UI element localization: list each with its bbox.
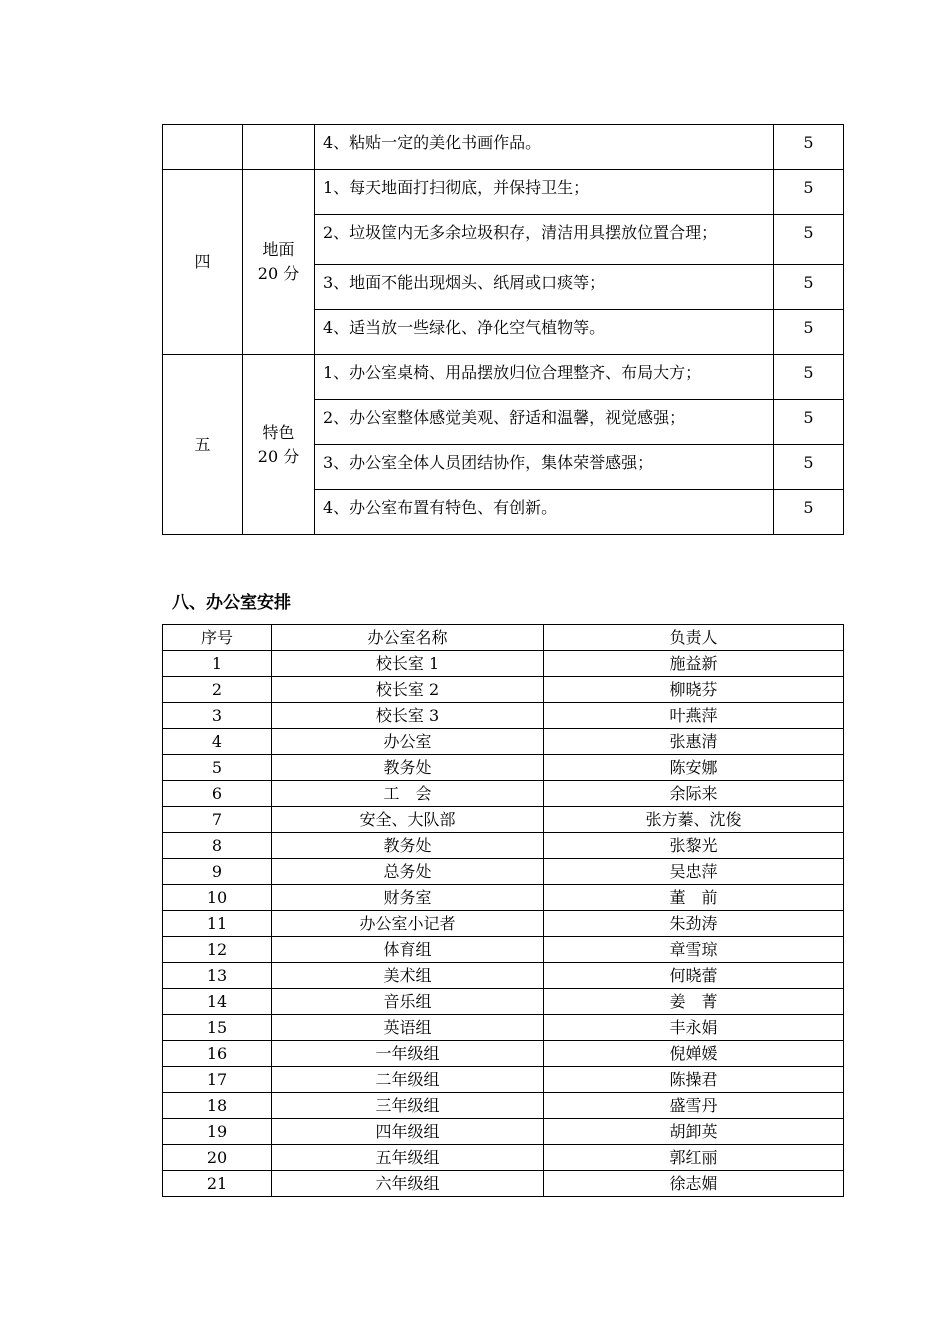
row-number-cell: 5 <box>163 755 272 781</box>
section-title: 八、办公室安排 <box>172 593 291 613</box>
office-table-row <box>163 1171 844 1197</box>
person-in-charge-cell: 胡卸英 <box>544 1119 844 1145</box>
row-number-cell: 13 <box>163 963 272 989</box>
score-cell: 5 <box>774 265 844 310</box>
score-table-body <box>163 125 844 535</box>
office-name-cell: 校长室 1 <box>272 651 544 677</box>
office-table-row <box>163 885 844 911</box>
office-name-cell: 美术组 <box>272 963 544 989</box>
person-in-charge-cell: 朱劲涛 <box>544 911 844 937</box>
row-number-cell: 6 <box>163 781 272 807</box>
person-in-charge-cell: 董 前 <box>544 885 844 911</box>
person-in-charge-cell: 吴忠萍 <box>544 859 844 885</box>
row-number-cell: 10 <box>163 885 272 911</box>
office-table-row <box>163 833 844 859</box>
office-name-cell: 校长室 3 <box>272 703 544 729</box>
row-number-cell: 3 <box>163 703 272 729</box>
score-cell: 5 <box>774 125 844 170</box>
group-number-cell: 四 <box>163 170 243 355</box>
score-cell: 5 <box>774 310 844 355</box>
row-number-cell: 7 <box>163 807 272 833</box>
office-name-cell: 音乐组 <box>272 989 544 1015</box>
office-table-body <box>163 651 844 1197</box>
office-name-cell: 教务处 <box>272 833 544 859</box>
office-table <box>162 624 844 1197</box>
group-number-cell <box>163 125 243 170</box>
criterion-cell: 3、地面不能出现烟头、纸屑或口痰等； <box>315 265 774 310</box>
score-table <box>162 124 844 535</box>
person-in-charge-cell: 徐志媚 <box>544 1171 844 1197</box>
score-row <box>163 125 844 170</box>
row-number-cell: 1 <box>163 651 272 677</box>
office-table-row <box>163 677 844 703</box>
office-name-cell: 办公室小记者 <box>272 911 544 937</box>
score-cell: 5 <box>774 445 844 490</box>
row-number-cell: 2 <box>163 677 272 703</box>
person-in-charge-cell: 盛雪丹 <box>544 1093 844 1119</box>
office-table-header-row <box>163 625 844 651</box>
row-number-cell: 21 <box>163 1171 272 1197</box>
criterion-cell: 2、垃圾筐内无多余垃圾积存，清洁用具摆放位置合理； <box>315 215 774 265</box>
office-table-row <box>163 729 844 755</box>
person-in-charge-cell: 姜 菁 <box>544 989 844 1015</box>
office-table-row <box>163 1067 844 1093</box>
person-in-charge-cell: 陈操君 <box>544 1067 844 1093</box>
row-number-cell: 18 <box>163 1093 272 1119</box>
person-in-charge-cell: 何晓蕾 <box>544 963 844 989</box>
person-in-charge-cell: 丰永娟 <box>544 1015 844 1041</box>
office-table-row <box>163 963 844 989</box>
row-number-cell: 12 <box>163 937 272 963</box>
office-name-cell: 办公室 <box>272 729 544 755</box>
office-table-row <box>163 781 844 807</box>
person-in-charge-cell: 余际来 <box>544 781 844 807</box>
criterion-cell: 4、办公室布置有特色、有创新。 <box>315 490 774 535</box>
score-row <box>163 355 844 400</box>
office-table-row <box>163 1119 844 1145</box>
group-number-cell: 五 <box>163 355 243 535</box>
office-name-cell: 安全、大队部 <box>272 807 544 833</box>
group-category-cell: 地面 20 分 <box>243 170 315 355</box>
office-name-cell: 财务室 <box>272 885 544 911</box>
score-row <box>163 170 844 215</box>
office-table-row <box>163 703 844 729</box>
person-in-charge-cell: 郭红丽 <box>544 1145 844 1171</box>
row-number-cell: 11 <box>163 911 272 937</box>
office-name-cell: 三年级组 <box>272 1093 544 1119</box>
person-in-charge-cell: 倪婵媛 <box>544 1041 844 1067</box>
row-number-cell: 15 <box>163 1015 272 1041</box>
office-table-row <box>163 1041 844 1067</box>
score-cell: 5 <box>774 355 844 400</box>
office-table-row <box>163 859 844 885</box>
criterion-cell: 4、适当放一些绿化、净化空气植物等。 <box>315 310 774 355</box>
office-name-cell: 英语组 <box>272 1015 544 1041</box>
person-in-charge-cell: 陈安娜 <box>544 755 844 781</box>
person-in-charge-cell: 柳晓芬 <box>544 677 844 703</box>
office-name-cell: 五年级组 <box>272 1145 544 1171</box>
header-cell-number: 序号 <box>163 625 272 651</box>
row-number-cell: 14 <box>163 989 272 1015</box>
row-number-cell: 16 <box>163 1041 272 1067</box>
office-name-cell: 总务处 <box>272 859 544 885</box>
person-in-charge-cell: 章雪琼 <box>544 937 844 963</box>
office-table-row <box>163 807 844 833</box>
person-in-charge-cell: 施益新 <box>544 651 844 677</box>
row-number-cell: 17 <box>163 1067 272 1093</box>
group-category-cell <box>243 125 315 170</box>
person-in-charge-cell: 张黎光 <box>544 833 844 859</box>
criterion-cell: 3、办公室全体人员团结协作，集体荣誉感强； <box>315 445 774 490</box>
row-number-cell: 4 <box>163 729 272 755</box>
score-cell: 5 <box>774 215 844 265</box>
office-table-row <box>163 911 844 937</box>
criterion-cell: 1、每天地面打扫彻底，并保持卫生； <box>315 170 774 215</box>
office-name-cell: 教务处 <box>272 755 544 781</box>
office-name-cell: 二年级组 <box>272 1067 544 1093</box>
office-name-cell: 四年级组 <box>272 1119 544 1145</box>
office-table-row <box>163 1145 844 1171</box>
score-cell: 5 <box>774 490 844 535</box>
office-table-row <box>163 1015 844 1041</box>
person-in-charge-cell: 张方蓁、沈俊 <box>544 807 844 833</box>
group-category-cell: 特色 20 分 <box>243 355 315 535</box>
header-cell-person-in-charge: 负责人 <box>544 625 844 651</box>
header-cell-office-name: 办公室名称 <box>272 625 544 651</box>
row-number-cell: 9 <box>163 859 272 885</box>
office-name-cell: 体育组 <box>272 937 544 963</box>
score-cell: 5 <box>774 400 844 445</box>
criterion-cell: 4、粘贴一定的美化书画作品。 <box>315 125 774 170</box>
criterion-cell: 1、办公室桌椅、用品摆放归位合理整齐、布局大方； <box>315 355 774 400</box>
office-table-row <box>163 1093 844 1119</box>
office-name-cell: 一年级组 <box>272 1041 544 1067</box>
score-cell: 5 <box>774 170 844 215</box>
office-table-row <box>163 755 844 781</box>
office-name-cell: 校长室 2 <box>272 677 544 703</box>
row-number-cell: 8 <box>163 833 272 859</box>
office-table-row <box>163 989 844 1015</box>
office-table-row <box>163 937 844 963</box>
row-number-cell: 20 <box>163 1145 272 1171</box>
office-table-row <box>163 651 844 677</box>
office-name-cell: 六年级组 <box>272 1171 544 1197</box>
criterion-cell: 2、办公室整体感觉美观、舒适和温馨，视觉感强； <box>315 400 774 445</box>
office-name-cell: 工 会 <box>272 781 544 807</box>
row-number-cell: 19 <box>163 1119 272 1145</box>
person-in-charge-cell: 张惠清 <box>544 729 844 755</box>
person-in-charge-cell: 叶燕萍 <box>544 703 844 729</box>
